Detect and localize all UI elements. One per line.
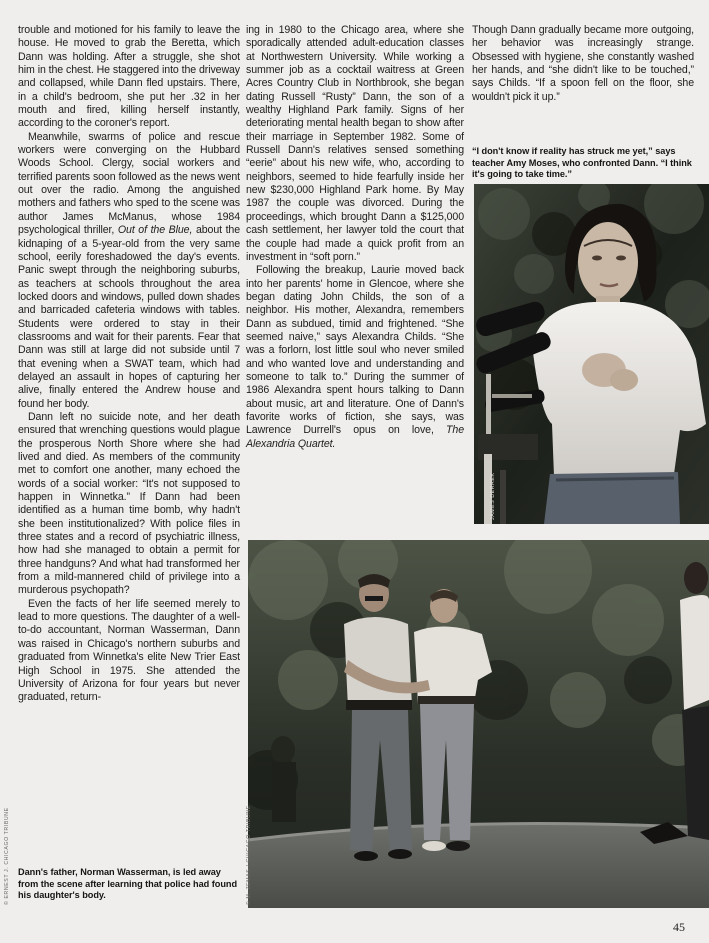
- paragraph: [246, 264, 464, 451]
- paragraph: ing in 1980 to the Chicago area, where she sporadically attended adult-education classes at Northwestern University. While working a summer job as a cocktail waitress at Green Acres Country Club in Northbrook, she began dating Russell “Rusty” Dann, the son of a wealthy Highland Park family. Signs of her deteriorating mental health began to show after their marriage in September 1982. Some of Russell Dann's relatives sensed something “eerie” about his new wife, who, according to neighbors, seemed to hide fearfully inside her new $230,000 Highland Park home. By May 1987 the couple was divorced. During the proceedings, which brought Dann a $125,000 cash settlement, her lawyer told the court that the couple had made a quick profit from an investment in “soft porn.”: [246, 24, 464, 263]
- book-title: Out of the Blue,: [117, 224, 193, 237]
- article-column-1: [18, 24, 240, 705]
- paragraph: Even the facts of her life seemed merely to lead to more questions. The daughter of a well-to-do accountant, Norman Wasserman, Dann was raised in Chicago's northern suburbs and graduated from Winnetka's elite New Trier East High School in 1975. She attended the University of Arizona for four years but never graduated, return-: [18, 597, 240, 704]
- article-column-3: [472, 24, 694, 104]
- photo-credit: © ERNEST J. CHICAGO TRIBUNE: [4, 807, 10, 905]
- page-number: 45: [673, 920, 685, 934]
- paragraph: trouble and motioned for his family to leave the house. He moved to grab the Beretta, which Dann was holding. After a struggle, she shot him in the chest. He staggered into the driveway and collapsed, while Dann fled upstairs. There, in a child's bedroom, she put her .32 in her mouth and fired, killing herself instantly, according to the coroner's report.: [18, 24, 240, 130]
- photo-caption-teacher: “I don't know if reality has struck me yet,” says teacher Amy Moses, who confronted Dann. “I think it's going to take time.”: [472, 146, 692, 180]
- paragraph-text: about the kidnaping of a 5-year-old from the very same school, eerily foreshadowed the day's events. Panic swept through the neighboring suburbs, as teachers at schools throughout the area locked doors and windows, pulled down shades and barricaded cafeteria windows with tables. Students were ordered to stay in their classrooms and wait for their parents. Fear that Dann was still at large did not subside until 7 that evening when a SWAT team, which had delayed an assault in hopes of capturing her alive, finally entered the Andrew house and found her body.: [18, 224, 241, 410]
- paragraph-text: Meanwhile, swarms of police and rescue workers were converging on the Hubbard Woods School. Clergy, social workers and terrified parents soon followed as the news went out over the radio. Among the anguished mothers and fathers who sped to the scene was author James McManus, whose 1984 psychological thriller,: [18, 130, 240, 237]
- article-column-2: [246, 24, 464, 451]
- photo-credit: © M. ZEMAS / CHICAGO TRIBUNE: [246, 805, 252, 905]
- paragraph: Dann left no suicide note, and her death ensured that wrenching questions would plague the prosperous North Shore where she had lived and died. As members of the community met to comfort one another, many echoed the words of a social worker: “It's not supposed to happen in Winnetka.” If Dann had been identified as a human time bomb, why hadn't she been institutionalized? With police files in three states and a record of psychiatric illness, how had she managed to obtain a permit for three handguns? And what had transformed her from a mild-mannered child of privilege into a murderous psychopath?: [18, 410, 240, 597]
- photo-father-led-away: [248, 540, 709, 908]
- photo-caption-father: Dann's father, Norman Wasserman, is led away from the scene after learning that police had found his daughter's body.: [18, 867, 238, 901]
- photo-teacher-interview: [474, 184, 709, 524]
- paragraph-text: Following the breakup, Laurie moved back into her parents' home in Glencoe, where she began dating John Childs, the son of a neighbor. His mother, Alexandra, remembers Dann as subdued, timid and frightened. “She seemed naive,” says Alexandra Childs. “She was a forlorn, lost little soul who never smiled and who wanted love and understanding and someone to talk to.” During the summer of 1986 Alexandra spent hours talking to Dann about music, art and literature. One of Dann's favorite works of fiction, she says, was Lawrence Durrell's opus on love,: [246, 264, 464, 437]
- book-title: The Alexandria Quartet.: [246, 424, 464, 450]
- photo-credit: JAMES DERREK: [490, 472, 496, 520]
- paragraph: [18, 131, 240, 411]
- paragraph: Though Dann gradually became more outgoing, her behavior was increasingly strange. Obsessed with hygiene, she constantly washed her hands, and “she didn't like to be touched,” says Childs. “If a spoon fell on the floor, she wouldn't pick it up.”: [472, 24, 694, 103]
